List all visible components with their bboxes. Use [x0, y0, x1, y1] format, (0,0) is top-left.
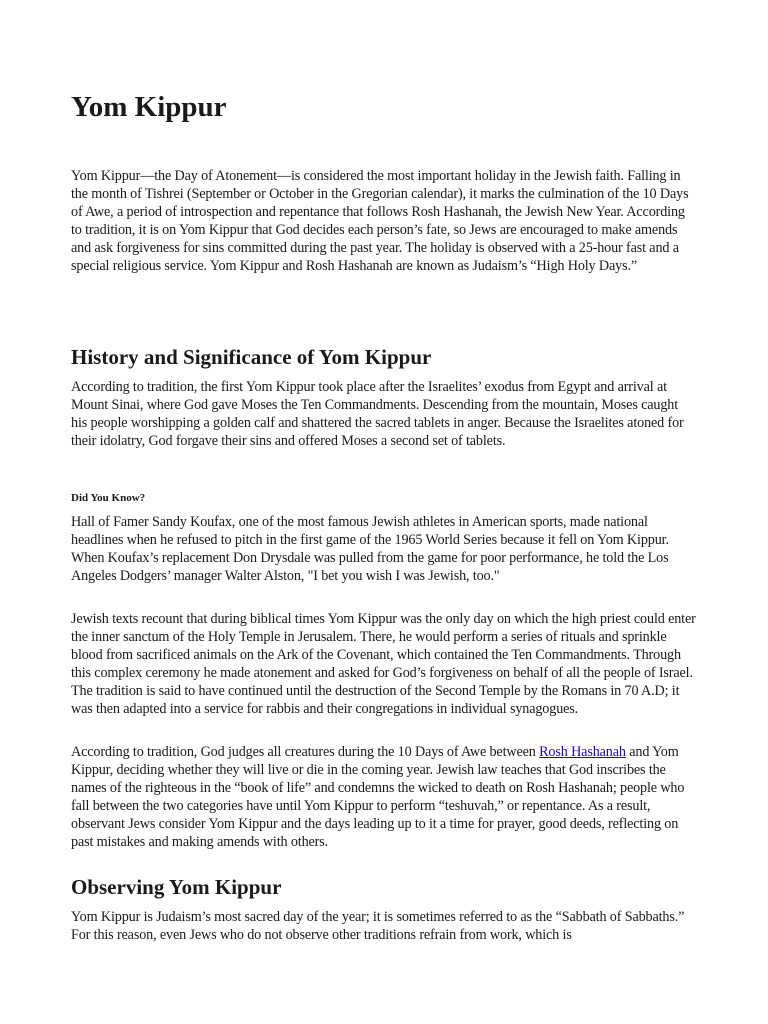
did-you-know-heading: Did You Know?	[71, 492, 146, 504]
history-paragraph-3-text-end: and Yom Kippur, deciding whether they will live or die in the coming year. Jewish law teaches that God inscribes the names of the righteous in the “book of life” and condemns the wicked to death on Rosh Hashanah; people who fall between the two categories have until Yom Kippur to perform “teshuvah,” or repentance. As a result, observant Jews consider Yom Kippur and the days leading up to it a time for prayer, good deeds, reflecting on past mistakes and making amends with others.	[71, 744, 685, 850]
history-paragraph-3	[71, 744, 697, 851]
observing-paragraph-1: Yom Kippur is Judaism’s most sacred day of the year; it is sometimes referred to as the “Sabbath of Sabbaths.” For this reason, even Jews who do not observe other traditions refrain from work, which is	[71, 909, 685, 943]
rosh-hashanah-link[interactable]: Rosh Hashanah	[539, 744, 626, 760]
observing-heading: Observing Yom Kippur	[71, 875, 282, 899]
history-heading: History and Significance of Yom Kippur	[71, 345, 432, 369]
did-you-know-paragraph: Hall of Famer Sandy Koufax, one of the most famous Jewish athletes in American sports, made national headlines when he refused to pitch in the first game of the 1965 World Series because it fell on Yom Kippur. When Koufax’s replacement Don Drysdale was pulled from the game for poor performance, he told the Los Angeles Dodgers’ manager Walter Alston, "I bet you wish I was Jewish, too."	[71, 514, 669, 584]
intro-paragraph: Yom Kippur—the Day of Atonement—is considered the most important holiday in the Jewish faith. Falling in the month of Tishrei (September or October in the Gregorian calendar), it marks the culmination of the 10 Days of Awe, a period of introspection and repentance that follows Rosh Hashanah, the Jewish New Year. According to tradition, it is on Yom Kippur that God decides each person’s fate, so Jews are encouraged to make amends and ask forgiveness for sins committed during the past year. The holiday is observed with a 25-hour fast and a special religious service. Yom Kippur and Rosh Hashanah are known as Judaism’s “High Holy Days.”	[71, 168, 689, 274]
history-paragraph-3-text-start: According to tradition, God judges all creatures during the 10 Days of Awe between	[71, 744, 540, 760]
history-paragraph-1: According to tradition, the first Yom Kippur took place after the Israelites’ exodus from Egypt and arrival at Mount Sinai, where God gave Moses the Ten Commandments. Descending from the mountain, Moses caught his people worshipping a golden calf and shattered the sacred tablets in anger. Because the Israelites atoned for their idolatry, God forgave their sins and offered Moses a second set of tablets.	[71, 379, 684, 449]
history-paragraph-2: Jewish texts recount that during biblical times Yom Kippur was the only day on which the high priest could enter the inner sanctum of the Holy Temple in Jerusalem. There, he would perform a series of rituals and sprinkle blood from sacrificed animals on the Ark of the Covenant, which contained the Ten Commandments. Through this complex ceremony he made atonement and asked for God’s forgiveness on behalf of all the people of Israel. The tradition is said to have continued until the destruction of the Second Temple by the Romans in 70 A.D; it was then adapted into a service for rabbis and their congregations in individual synagogues.	[71, 611, 696, 717]
page-title: Yom Kippur	[71, 91, 227, 123]
